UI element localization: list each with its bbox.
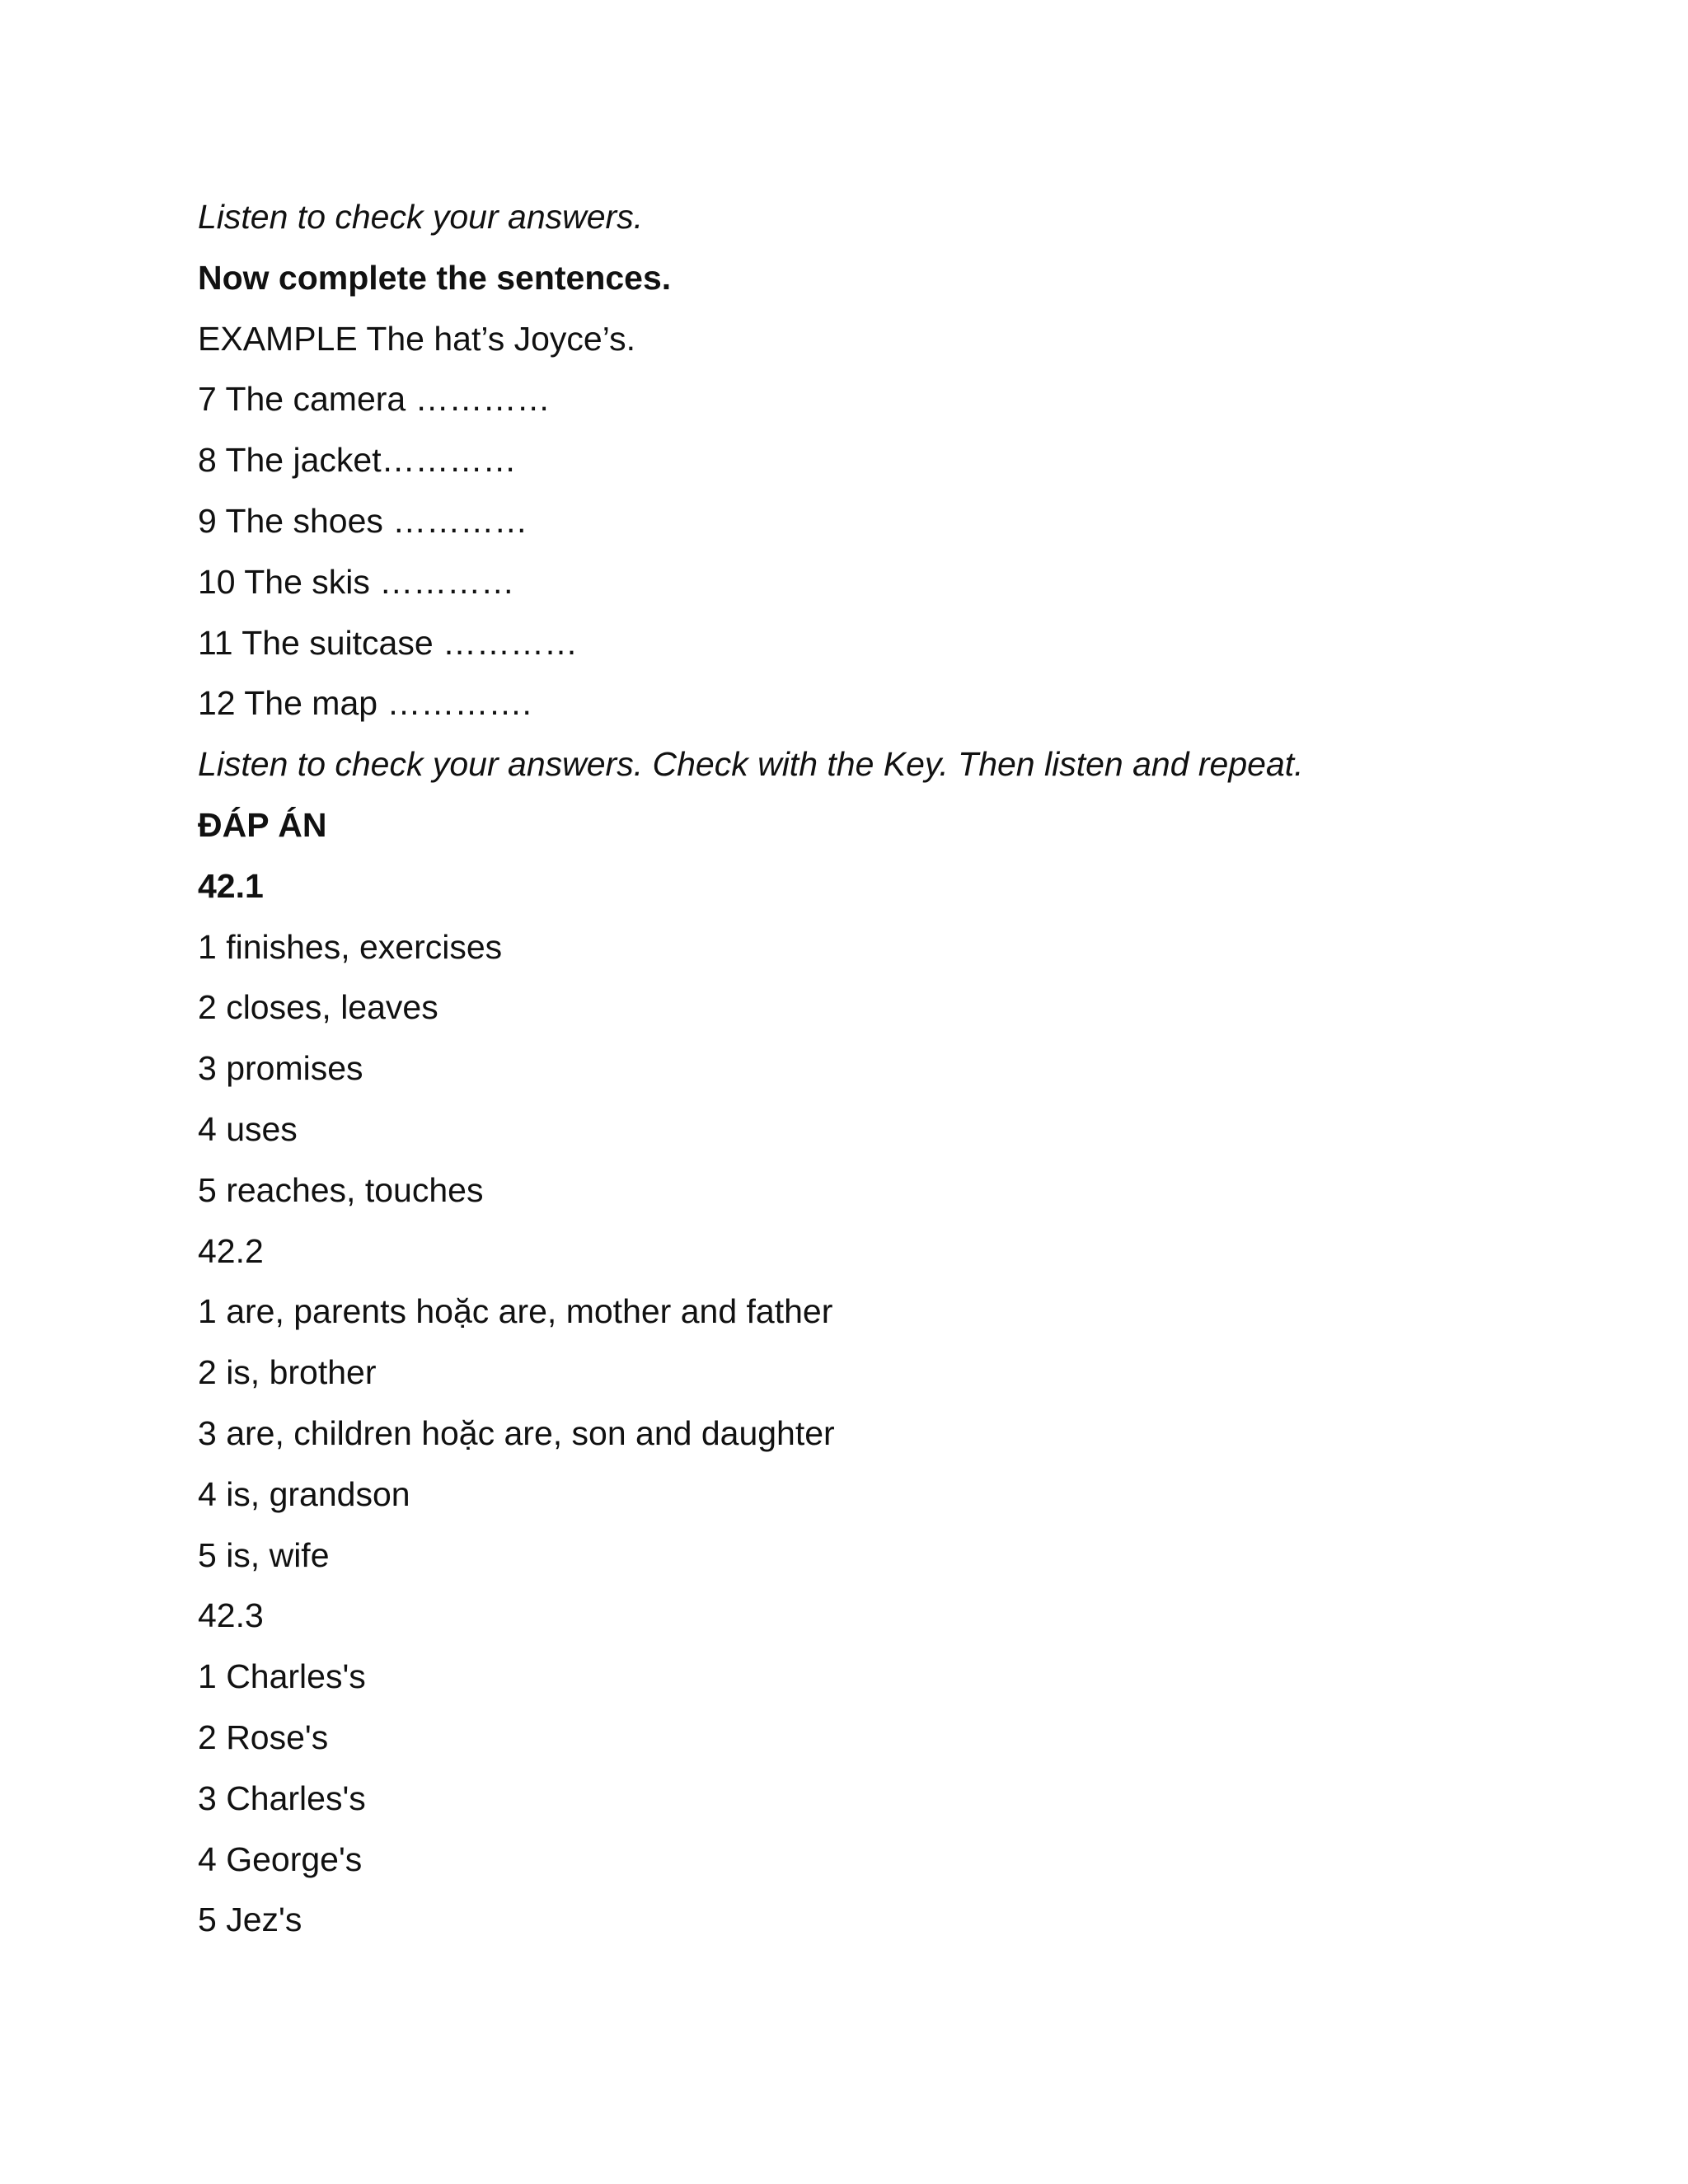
answer-line: 2 Rose's [198, 1718, 329, 1756]
section-title: 42.3 [198, 1596, 264, 1635]
section-title: 42.2 [198, 1231, 264, 1270]
answer-line: 3 Charles's [198, 1779, 366, 1817]
answer-line: 1 finishes, exercises [198, 927, 503, 966]
answer-line: 2 closes, leaves [198, 988, 438, 1027]
exercise-item: 11 The suitcase ………… [198, 623, 579, 662]
answer-line: 5 Jez's [198, 1900, 302, 1939]
document-content [198, 193, 1599, 1957]
answer-line: 4 is, grandson [198, 1474, 410, 1513]
answer-line: 1 Charles's [198, 1657, 366, 1696]
example-line: EXAMPLE The hat’s Joyce’s. [198, 319, 635, 358]
answer-line: 5 is, wife [198, 1535, 330, 1574]
exercise-item: 12 The map …………. [198, 684, 532, 723]
exercise-item: 8 The jacket………… [198, 441, 517, 480]
listen-repeat-instruction: Listen to check your answers. Check with the Key. Then listen and repeat. [198, 745, 1304, 784]
listen-instruction: Listen to check your answers. [198, 198, 644, 236]
section-title: 42.1 [198, 866, 264, 905]
answer-key-heading: ĐÁP ÁN [198, 805, 327, 844]
answer-line: 3 are, children hoặc are, son and daughter [198, 1413, 835, 1452]
exercise-item: 7 The camera ………… [198, 380, 551, 419]
answer-line: 4 uses [198, 1109, 298, 1148]
answer-line: 2 is, brother [198, 1353, 377, 1392]
answer-line: 5 reaches, touches [198, 1170, 484, 1209]
exercise-item: 9 The shoes ………… [198, 501, 528, 540]
exercise-item: 10 The skis ………… [198, 562, 515, 601]
answer-line: 1 are, parents hoặc are, mother and father [198, 1292, 833, 1331]
complete-heading: Now complete the sentences. [198, 258, 672, 297]
answer-line: 3 promises [198, 1049, 363, 1088]
answer-line: 4 George's [198, 1840, 363, 1878]
